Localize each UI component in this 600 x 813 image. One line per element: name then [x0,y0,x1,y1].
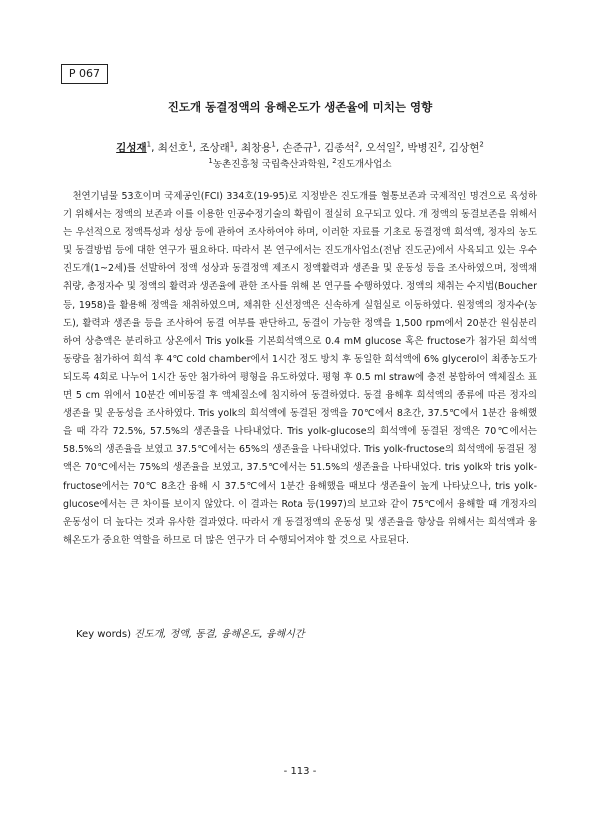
author-name: 김상현 [448,142,480,154]
author-affiliation-mark: 1 [146,140,152,149]
affiliations [0,156,600,170]
author-affiliation-mark: 1 [312,140,318,149]
keywords-label: Key words) [76,629,131,640]
affiliation-1: 농촌진흥청 국립축산과학원, [212,159,330,170]
abstract-paragraph: 천연기념물 53호이며 국제공인(FCI) 334호(19-95)로 지정받은 진도개를 혈통보존과 국제적인 명견으로 육성하기 위해서는 정액의 보존과 이를 이용한 인공수정기술의 확립이 절실히 요구되고 있다. 개 정액의 동결보존을 위해서는 우선적으로 정액특성과 성상 등에 관하여 조사하여야 하며, 이러한 자료를 기초로 동결정액 희석액, 정자의 농도 및 동결방법 등에 대한 연구가 필요하다. 따라서 본 연구에서는 진도개사업소(전남 진도군)에서 사육되고 있는 우수 진도개(1~2세)를 선발하여 정액 성상과 동결정액 제조시 정액활력과 생존율 및 운동성 등을 조사하였으며, 정액채취량, 총정자수 및 정액의 활력과 생존율에 관한 조사를 위해 본 연구를 수행하였다. 정액의 채취는 수지법(Boucher 등, 1958)을 활용해 정액을 채취하였으며, 채취한 신선정액은 신속하게 실험실로 이동하였다. 원정액의 정자수(농도), 활력과 생존율 등을 조사하여 동결 여부를 판단하고, 동결이 가능한 정액을 1,500 rpm에서 20분간 원심분리하여 상층액은 분리하고 상온에서 Tris yolk를 기본희석액으로 0.4 mM glucose 혹은 fructose가 첨가된 희석액 동량을 첨가하여 희석 후 4℃ cold chamber에서 1시간 정도 방치 후 동일한 희석액에 6% glycerol이 최종농도가 되도록 4회로 나누어 1시간 동안 첨가하여 평형을 유도하였다. 평형 후 0.5 ml straw에 충전 봉합하여 액체질소 표면 5 cm 위에서 10분간 예비동결 후 액체질소에 침지하여 동결하였다. 동결 융해후 희석액의 종류에 따른 정자의 생존율 및 운동성을 조사하였다. Tris yolk의 희석액에 동결된 정액을 70℃에서 8초간, 37.5℃에서 1분간 융해했을 때 각각 72.5%, 57.5%의 생존율을 나타내었다. Tris yolk-glucose의 희석액에 동결된 정액은 70℃에서는 58.5%의 생존율을 보였고 37.5℃에서는 65%의 생존율을 나타내었다. Tris yolk-fructose의 희석액에 동결된 정액은 70℃에서는 75%의 생존율을 보였고, 37.5℃에서는 51.5%의 생존율을 나타내었다. tris yolk와 tris yolk-fructose에서는 70℃ 8초간 융해 시 37.5℃에서 1분간 융해했을 때보다 생존율이 높게 나타났으나, tris yolk-glucose에서는 큰 차이를 보이지 않았다. 이 결과는 Rota 등(1997)의 보고와 같이 75℃에서 융해할 때 개정자의 운동성이 더 높다는 것과 유사한 결과였다. 따라서 개 동결정액의 운동성 및 생존율을 향상을 위해서는 희석액과 융해온도가 중요한 역할을 하므로 더 많은 연구가 더 수행되어져야 할 것으로 사료된다. [63,191,537,546]
paper-title: 진도개 동결정액의 융해온도가 생존율에 미치는 영향 [167,100,433,114]
author-name: 박병진 [407,142,438,154]
author-name: 최선호 [157,142,189,154]
affiliation-2: 진도개사업소 [336,159,392,170]
author-name: 손준규 [282,142,313,154]
poster-tag: P 067 [61,64,108,84]
author-name: 조상래 [199,142,230,154]
author-name: 오석일 [365,142,397,154]
keywords-terms: 진도개, 정액, 동결, 융해온도, 융해시간 [134,629,305,640]
affiliation-mark: 1 [208,156,213,165]
author-affiliation-mark: 1 [188,140,193,149]
keywords [76,625,536,640]
affiliation-mark: 2 [332,156,337,165]
author-affiliation-mark: 1 [229,140,235,149]
author-affiliation-mark: 2 [437,140,443,149]
author-affiliation-mark: 2 [396,140,401,149]
author-affiliation-mark: 1 [271,140,276,149]
author-name: 최창용 [240,142,272,154]
author-list: 김성재$^1$, 최선호$^1$, 조상래$^1$, 최창용$^1$, 손준규$^1$, 김종석$^2$, 오석일$^2$, 박병진$^2$, 김상현$^2$ [116,140,484,154]
author-name: 김종석 [324,142,355,154]
page-number: - 113 - [283,766,317,777]
author-name: 김성재 [116,142,147,154]
author-affiliation-mark: 2 [479,140,484,149]
author-affiliation-mark: 2 [354,140,360,149]
abstract-body [63,188,537,550]
